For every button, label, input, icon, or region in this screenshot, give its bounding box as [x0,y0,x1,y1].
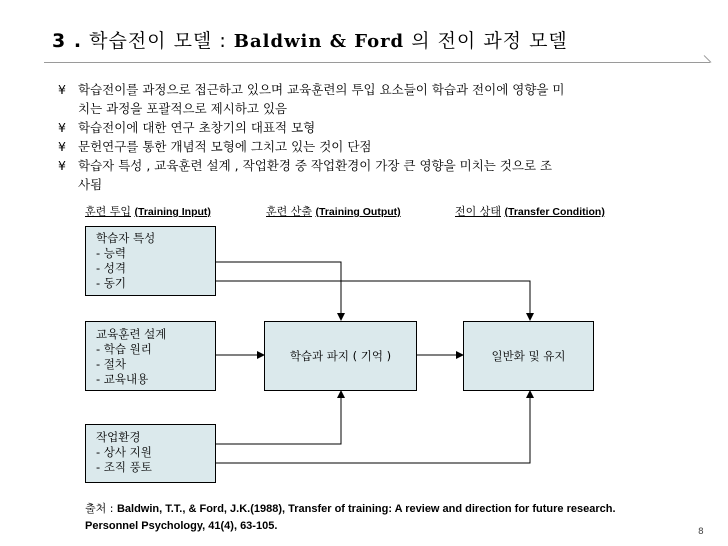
arrow-environment-to-learning [216,391,341,444]
source-line-1: Baldwin, T.T., & Ford, J.K.(1988), Transfer of training: A review and direction for future research. [116,503,616,515]
learner-characteristics-box [85,226,216,296]
work-environment-box [85,424,216,483]
bullet-line: 학습전이에 대한 연구 초창기의 대표적 모형 [78,120,316,135]
box-item: - 절차 [96,357,127,371]
box-item: - 능력 [96,246,127,260]
stage-label-en: (Training Output) [315,206,401,218]
title-number: 3 . [52,30,83,52]
stage-label-ko: 전이 상태 [455,205,502,218]
box-heading: 작업환경 [96,430,141,444]
learning-retention-box [264,321,417,391]
box-item: - 동기 [96,276,127,290]
box-label: 일반화 및 유지 [491,348,566,363]
title-korean-part-2: 의 전이 과정 모델 [411,30,568,52]
bullet-line: 학습자 특성 , 교육훈련 설계 , 작업환경 중 작업환경이 가장 큰 영향을 미치는 것으로 조 [78,158,553,173]
source-line-2: Personnel Psychology, 41(4), 63-105. [85,520,278,532]
generalization-maintenance-box [463,321,594,391]
training-design-box [85,321,216,391]
box-item: - 성격 [96,261,127,275]
bullet-mark: ¥ [58,82,66,97]
title-latin-part: Baldwin & Ford [233,31,405,52]
page-number: 8 [698,527,704,537]
stage-label-ko: 훈련 투입 [85,205,132,218]
stage-label-ko: 훈련 산출 [266,205,313,218]
source-citation [85,500,616,535]
bullet-mark: ¥ [58,120,66,135]
arrow-learner-to-learning [216,262,341,320]
arrow-learner-to-generalization [216,281,530,320]
bullet-line: 사됨 [78,177,103,192]
bullet-mark: ¥ [58,158,66,173]
stage-label-en: (Transfer Condition) [504,206,605,218]
bullet-mark: ¥ [58,139,66,154]
box-item: - 학습 원리 [96,342,152,356]
bullet-line: 학습전이를 과정으로 접근하고 있으며 교육훈련의 투입 요소들이 학습과 전이에 영향을 미 [78,82,565,97]
arrow-environment-to-generalization [216,391,530,463]
box-heading: 교육훈련 설계 [96,327,167,341]
box-item: - 교육내용 [96,372,149,386]
stage-label-en: (Training Input) [134,206,211,218]
title-korean-part-1: 학습전이 모델 : [89,30,227,52]
bullet-line: 문헌연구를 통한 개념적 모형에 그치고 있는 것이 단점 [78,139,372,154]
source-prefix: 출처 : [85,502,114,515]
box-heading: 학습자 특성 [96,231,156,245]
bullet-line: 치는 과정을 포괄적으로 제시하고 있음 [78,101,288,116]
box-label: 학습과 파지 ( 기억 ) [289,348,392,363]
box-item: - 상사 지원 [96,445,152,459]
box-item: - 조직 풍토 [96,460,152,474]
